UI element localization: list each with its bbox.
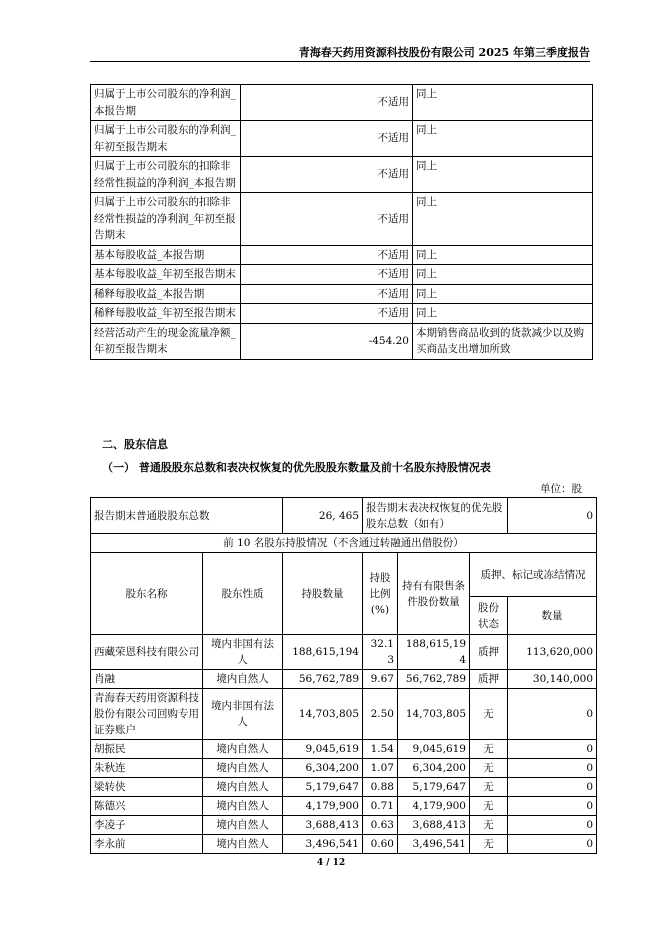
shareholder-name: 李凌子 [91, 816, 203, 835]
financial-row [91, 193, 593, 246]
header-rule [90, 61, 590, 62]
financial-row [91, 157, 593, 193]
summary-row [91, 498, 597, 534]
shareholder-pledge-status: 无 [470, 816, 508, 835]
financial-note: 同上 [413, 85, 593, 121]
shareholder-restricted: 3,496,541 [398, 835, 470, 854]
col-pledge: 质押、标记或冻结情况 [470, 553, 597, 597]
financial-row [91, 284, 593, 304]
shareholder-name: 李永前 [91, 835, 203, 854]
financial-note: 同上 [413, 121, 593, 157]
page-number: 4 / 12 [316, 858, 346, 868]
financial-value: 不适用 [241, 245, 413, 265]
financial-value: 不适用 [241, 193, 413, 246]
shareholder-pledge-status: 无 [470, 759, 508, 778]
common-holders-label: 报告期末普通股股东总数 [91, 498, 283, 534]
shareholder-row [91, 689, 597, 740]
col-pledge-status: 股份状态 [470, 597, 508, 635]
shareholder-ratio: 0.60 [363, 835, 398, 854]
shareholder-nature: 境内非国有法人 [203, 689, 283, 740]
col-ratio: 持股比例(%) [363, 553, 398, 635]
shareholder-shares: 6,304,200 [283, 759, 363, 778]
financial-label: 归属于上市公司股东的扣除非经常性损益的净利润_年初至报告期末 [91, 193, 241, 246]
shareholder-restricted: 14,703,805 [398, 689, 470, 740]
shareholder-nature: 境内自然人 [203, 797, 283, 816]
financial-value: -454.20 [241, 323, 413, 359]
shareholder-ratio: 0.63 [363, 816, 398, 835]
financial-note: 同上 [413, 284, 593, 304]
financial-row [91, 304, 593, 324]
shareholder-ratio: 1.54 [363, 740, 398, 759]
col-pledge-qty: 数量 [508, 597, 597, 635]
financial-row [91, 323, 593, 359]
shareholder-pledge-qty: 0 [508, 797, 597, 816]
shareholder-name: 朱秋连 [91, 759, 203, 778]
shareholder-ratio: 9.67 [363, 670, 398, 689]
shareholder-restricted: 5,179,647 [398, 778, 470, 797]
shareholders-table [90, 497, 597, 854]
top10-caption: 前 10 名股东持股情况（不含通过转融通出借股份） [91, 534, 597, 553]
shareholder-pledge-qty: 0 [508, 816, 597, 835]
section-shareholder-info: 二、股东信息 [102, 438, 168, 451]
shareholder-row [91, 635, 597, 670]
shareholder-shares: 9,045,619 [283, 740, 363, 759]
shareholder-name: 肖融 [91, 670, 203, 689]
financial-row [91, 121, 593, 157]
shareholder-name: 西藏荣恩科技有限公司 [91, 635, 203, 670]
shareholder-row [91, 740, 597, 759]
financial-label: 稀释每股收益_年初至报告期末 [91, 304, 241, 324]
col-restricted: 持有有限售条件股份数量 [398, 553, 470, 635]
col-name: 股东名称 [91, 553, 203, 635]
financial-label: 基本每股收益_年初至报告期末 [91, 265, 241, 285]
shareholder-nature: 境内自然人 [203, 670, 283, 689]
financial-row [91, 265, 593, 285]
shareholder-pledge-qty: 0 [508, 759, 597, 778]
shareholder-nature: 境内自然人 [203, 740, 283, 759]
financial-value: 不适用 [241, 284, 413, 304]
shareholder-nature: 境内自然人 [203, 835, 283, 854]
financial-note: 同上 [413, 157, 593, 193]
financial-label: 归属于上市公司股东的净利润_本报告期 [91, 85, 241, 121]
financial-row [91, 85, 593, 121]
shareholder-name: 梁转侠 [91, 778, 203, 797]
shareholder-pledge-status: 质押 [470, 635, 508, 670]
shareholder-restricted: 6,304,200 [398, 759, 470, 778]
shareholder-name: 陈德兴 [91, 797, 203, 816]
financial-value: 不适用 [241, 85, 413, 121]
shareholder-pledge-status: 无 [470, 797, 508, 816]
shareholder-name: 胡振民 [91, 740, 203, 759]
shareholder-restricted: 4,179,900 [398, 797, 470, 816]
page-header: 青海春天药用资源科技股份有限公司 2025 年第三季度报告 [298, 46, 590, 59]
shareholder-restricted: 9,045,619 [398, 740, 470, 759]
shareholder-pledge-qty: 0 [508, 689, 597, 740]
header-row-1 [91, 553, 597, 597]
shareholder-nature: 境内自然人 [203, 816, 283, 835]
financial-note: 同上 [413, 193, 593, 246]
shareholder-shares: 4,179,900 [283, 797, 363, 816]
shareholder-pledge-qty: 0 [508, 778, 597, 797]
shareholder-row [91, 797, 597, 816]
financial-label: 归属于上市公司股东的扣除非经常性损益的净利润_本报告期 [91, 157, 241, 193]
financial-label: 基本每股收益_本报告期 [91, 245, 241, 265]
shareholder-ratio: 32.13 [363, 635, 398, 670]
shareholder-name: 青海春天药用资源科技股份有限公司回购专用证券账户 [91, 689, 203, 740]
shareholder-shares: 56,762,789 [283, 670, 363, 689]
financial-note: 本期销售商品收到的货款减少以及购买商品支出增加所致 [413, 323, 593, 359]
col-shares: 持股数量 [283, 553, 363, 635]
shareholder-pledge-status: 质押 [470, 670, 508, 689]
shareholder-restricted: 3,688,413 [398, 816, 470, 835]
section-top10-shareholders: （一） 普通股股东总数和表决权恢复的优先股股东数量及前十名股东持股情况表 [102, 461, 491, 474]
common-holders-value: 26, 465 [283, 498, 363, 534]
shareholder-shares: 3,688,413 [283, 816, 363, 835]
shareholder-ratio: 1.07 [363, 759, 398, 778]
shareholder-ratio: 2.50 [363, 689, 398, 740]
top10-caption-row [91, 534, 597, 553]
financial-value: 不适用 [241, 157, 413, 193]
financial-label: 归属于上市公司股东的净利润_年初至报告期末 [91, 121, 241, 157]
col-nature: 股东性质 [203, 553, 283, 635]
shareholder-pledge-status: 无 [470, 778, 508, 797]
shareholder-shares: 5,179,647 [283, 778, 363, 797]
shareholder-pledge-status: 无 [470, 835, 508, 854]
financial-label: 经营活动产生的现金流量净额_年初至报告期末 [91, 323, 241, 359]
shareholder-pledge-status: 无 [470, 740, 508, 759]
financial-value: 不适用 [241, 265, 413, 285]
financial-notes-table [90, 84, 593, 360]
shareholder-nature: 境内自然人 [203, 778, 283, 797]
financial-note: 同上 [413, 245, 593, 265]
pref-holders-label: 报告期末表决权恢复的优先股股东总数（如有） [363, 498, 508, 534]
shareholder-shares: 3,496,541 [283, 835, 363, 854]
financial-note: 同上 [413, 265, 593, 285]
financial-row [91, 245, 593, 265]
shareholder-row [91, 835, 597, 854]
pref-holders-value: 0 [508, 498, 597, 534]
shareholder-pledge-qty: 0 [508, 740, 597, 759]
financial-value: 不适用 [241, 304, 413, 324]
shareholder-pledge-status: 无 [470, 689, 508, 740]
shareholder-shares: 14,703,805 [283, 689, 363, 740]
shareholder-shares: 188,615,194 [283, 635, 363, 670]
financial-label: 稀释每股收益_本报告期 [91, 284, 241, 304]
shareholder-row [91, 670, 597, 689]
financial-note: 同上 [413, 304, 593, 324]
shareholder-restricted: 188,615,194 [398, 635, 470, 670]
shareholder-pledge-qty: 30,140,000 [508, 670, 597, 689]
shareholder-ratio: 0.88 [363, 778, 398, 797]
shareholder-row [91, 778, 597, 797]
shareholder-restricted: 56,762,789 [398, 670, 470, 689]
shareholder-ratio: 0.71 [363, 797, 398, 816]
shareholder-row [91, 816, 597, 835]
unit-label: 单位：股 [540, 483, 582, 495]
shareholder-pledge-qty: 0 [508, 835, 597, 854]
shareholder-pledge-qty: 113,620,000 [508, 635, 597, 670]
shareholder-row [91, 759, 597, 778]
financial-value: 不适用 [241, 121, 413, 157]
shareholder-nature: 境内非国有法人 [203, 635, 283, 670]
shareholder-nature: 境内自然人 [203, 759, 283, 778]
